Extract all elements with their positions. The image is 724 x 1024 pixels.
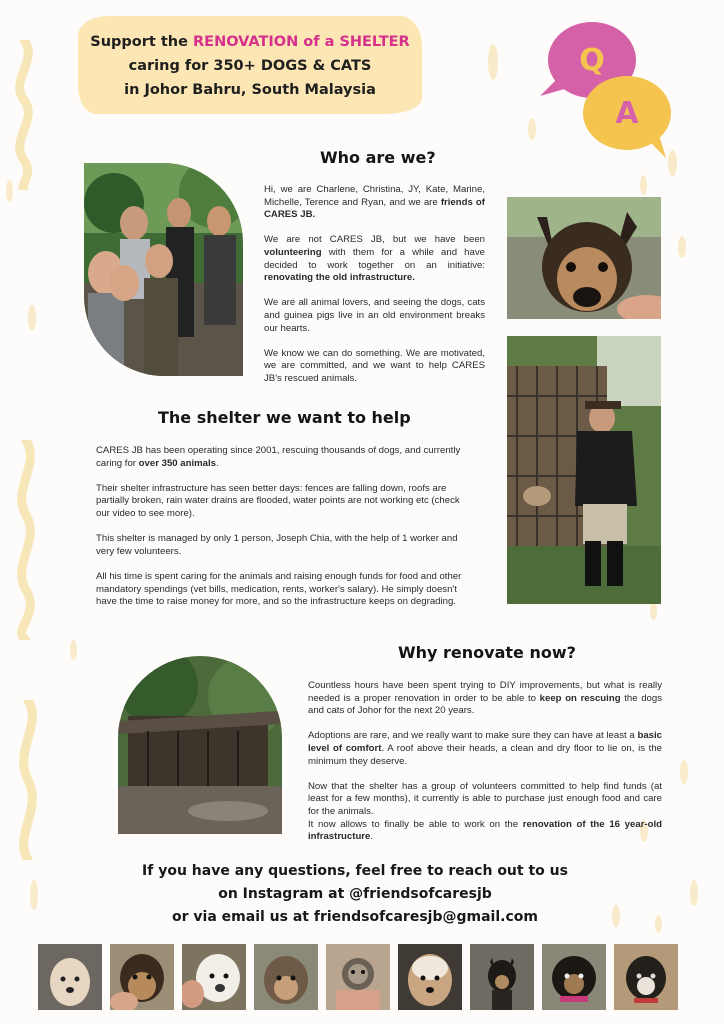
who-p2-bold2: renovating the old infrastructure. [264, 272, 415, 284]
animal-thumbnail [254, 944, 318, 1010]
contact-block [60, 860, 650, 929]
q-letter: Q [579, 42, 605, 78]
title-banner-text [78, 30, 422, 102]
why-p1-a: Countless hours have been spent trying to DIY improvements, but what is really needed is a proper renovation in order to be able to [308, 680, 662, 704]
shelter-heading: The shelter we want to help [158, 408, 411, 427]
shelter-p1-bold: over 350 animals [138, 457, 217, 469]
why-p3: Now that the shelter has a group of volunteers committed to help find funds (at least for a few months), it currently is able to purchase just enough food and care for the animals. [308, 780, 662, 817]
why-p2-c: . A roof above their heads, a clean and dry floor to lie on, is the minimum they deserve. [308, 742, 663, 767]
old-shelter-building-photo [118, 656, 282, 834]
a-letter: A [615, 95, 639, 131]
animal-thumbnail [470, 944, 534, 1010]
shelter-p3: This shelter is managed by only 1 person, Joseph Chia, with the help of 1 worker and very few volunteers. [96, 533, 458, 557]
animal-thumbnail [614, 944, 678, 1010]
who-p2-c: with them for a while and have decided to work together on an initiative: [264, 246, 485, 271]
decor-dot [680, 760, 688, 784]
email-link[interactable]: or via email us at friendsofcaresjb@gmail.com [172, 909, 538, 925]
decor-squiggle [8, 700, 48, 860]
dog-portrait-photo [507, 197, 661, 319]
shelter-p1-a: CARES JB has been operating since 2001, rescuing thousands of dogs, and currently caring for [96, 445, 461, 469]
decor-dot [655, 915, 662, 933]
decor-dot [488, 44, 498, 80]
decor-dot [30, 880, 38, 910]
who-text [264, 184, 485, 398]
instagram-link[interactable]: on Instagram at @friendsofcaresjb [218, 886, 492, 902]
why-p2-a: Adoptions are rare, and we really want to make sure they can have at least a [308, 730, 638, 742]
caretaker-at-fence-photo [507, 336, 661, 604]
decor-squiggle [4, 40, 44, 190]
animal-thumbnail [398, 944, 462, 1010]
why-p2-bold: basic level of comfort [308, 730, 662, 754]
banner-line1-highlight: RENOVATION of a SHELTER [193, 34, 410, 50]
decor-dot [528, 118, 536, 140]
decor-dot [640, 175, 647, 195]
why-p1-bold: keep on rescuing [539, 692, 621, 704]
banner-line3: in Johor Bahru, South Malaysia [124, 82, 376, 98]
why-text [308, 680, 662, 856]
shelter-p2: Their shelter infrastructure has seen better days: fences are falling down, roofs are partially broken, rain water drains are flooded, water points are not working etc (check our video to see more). [96, 482, 460, 519]
why-p4-a: It now allows to finally be able to work on the [308, 818, 523, 830]
contact-line1: If you have any questions, feel free to reach out to us [142, 863, 568, 879]
who-p2-a: We are not CARES JB, but we have been [264, 234, 485, 246]
shelter-text [96, 445, 476, 621]
animal-thumbnail [38, 944, 102, 1010]
decor-dot [690, 880, 698, 906]
volunteers-group-photo [84, 163, 243, 376]
who-p1: Hi, we are Charlene, Christina, JY, Kate, Marine, Michelle, Terence and Ryan, and we are [264, 184, 485, 208]
why-heading: Why renovate now? [398, 643, 576, 662]
shelter-p1-c: . [216, 457, 219, 469]
why-p4-c: . [370, 831, 374, 843]
banner-line1-a: Support the [90, 34, 194, 50]
why-p4-bold: renovation of the 16 year-old infrastructure [308, 818, 662, 843]
why-p1-c: the dogs and cats of Johor for the next 20 years. [308, 692, 663, 717]
animal-thumbnail [110, 944, 174, 1010]
a-bubble-icon [583, 76, 671, 150]
who-p3: We are all animal lovers, and seeing the dogs, cats and guinea pigs live in an old environment breaks our hearts. [264, 297, 485, 334]
decor-dot [28, 305, 36, 331]
animal-thumbnail-strip [38, 944, 682, 1010]
decor-dot [678, 236, 686, 258]
who-heading: Who are we? [320, 148, 436, 167]
banner-line2: caring for 350+ DOGS & CATS [128, 58, 372, 74]
animal-thumbnail [326, 944, 390, 1010]
who-p2-bold: volunteering [264, 246, 322, 258]
decor-squiggle [6, 440, 46, 640]
decor-dot [70, 640, 77, 660]
animal-thumbnail [542, 944, 606, 1010]
who-p1-bold: friends of CARES JB. [264, 196, 485, 221]
shelter-p4: All his time is spent caring for the animals and raising enough funds for food and other mandatory spendings (vet bills, medication, rents, worker's salary). He simply doesn't have the time to raise money for more, and so the infrastructure keeps on degrading. [96, 570, 462, 608]
who-p4: We know we can do something. We are motivated, we are committed, and we want to help CARES JB's rescued animals. [264, 347, 485, 384]
animal-thumbnail [182, 944, 246, 1010]
